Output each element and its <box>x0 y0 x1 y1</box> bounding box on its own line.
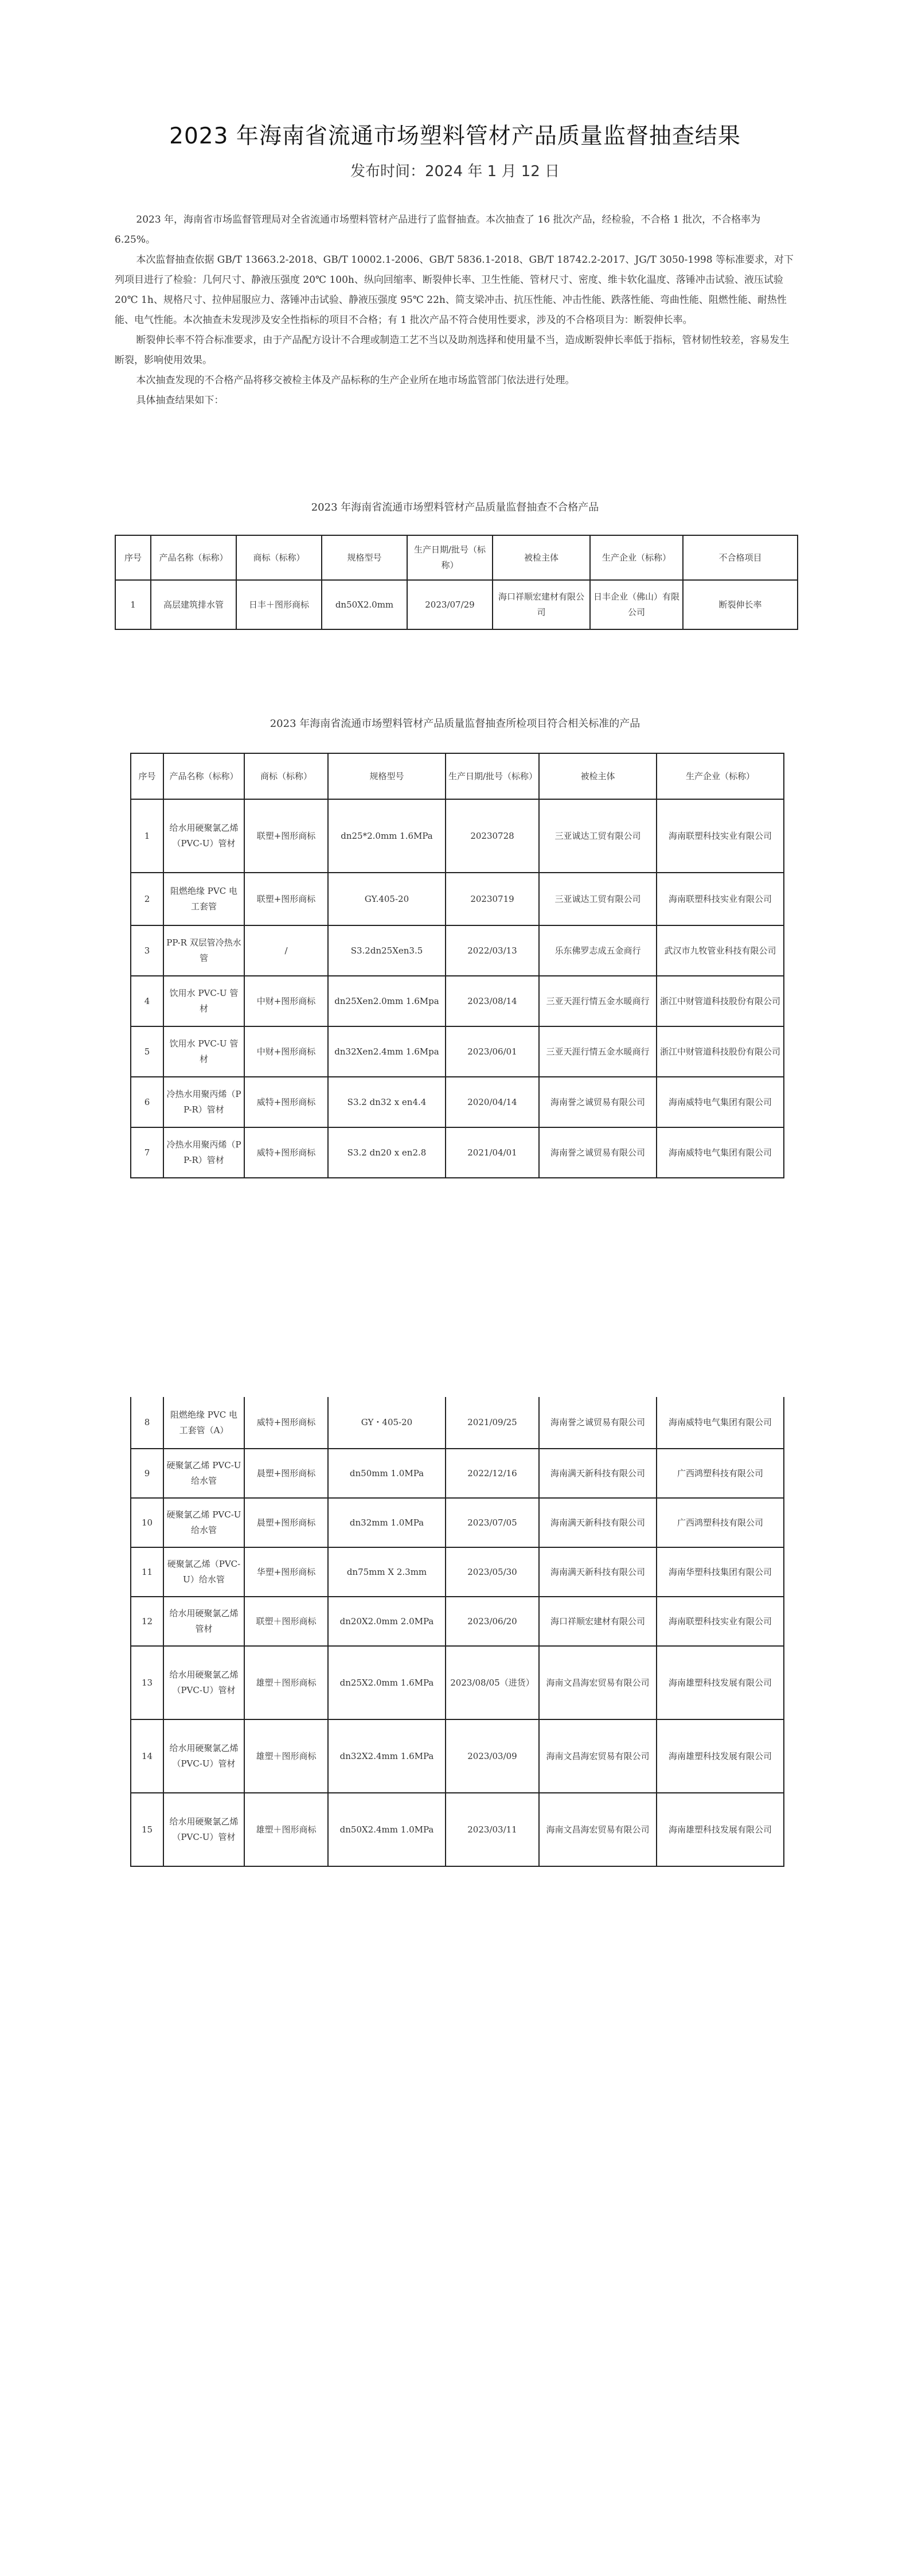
header-cell: 生产日期/批号（标称） <box>407 535 493 580</box>
table-cell: 广西鸿塑科技有限公司 <box>657 1449 784 1498</box>
table-cell: 2023/05/30 <box>446 1547 539 1597</box>
table-cell: 冷热水用聚丙烯（PP-R）管材 <box>163 1127 244 1178</box>
header-cell: 被检主体 <box>493 535 590 580</box>
table-cell: dn25Xen2.0mm 1.6Mpa <box>328 976 446 1026</box>
paragraph-3: 断裂伸长率不符合标准要求，由于产品配方设计不合理或制造工艺不当以及助剂选择和使用量不当，造成断裂伸长率低于指标，管材韧性较差，容易发生断裂，影响使用效果。 <box>115 334 790 366</box>
table-cell: 给水用硬聚氯乙烯（PVC-U）管材 <box>163 1793 244 1866</box>
table-cell: 浙江中财管道科技股份有限公司 <box>657 1026 784 1077</box>
paragraph-4: 本次抽查发现的不合格产品将移交被检主体及产品标称的生产企业所在地市场监管部门依法进行处理。 <box>136 375 575 386</box>
table-row <box>131 1449 784 1498</box>
table-cell: 2 <box>131 873 163 925</box>
table-row <box>131 1498 784 1547</box>
table-cell: 海南威特电气集团有限公司 <box>657 1077 784 1127</box>
table-row <box>131 1127 784 1178</box>
table-cell: 2023/06/01 <box>446 1026 539 1077</box>
table-cell: 阻燃绝缘 PVC 电工套管 <box>163 873 244 925</box>
table-cell: 晨塑+图形商标 <box>244 1498 328 1547</box>
table-cell: 12 <box>131 1597 163 1646</box>
table-cell: 海南雄塑科技发展有限公司 <box>657 1793 784 1866</box>
table-cell: 9 <box>131 1449 163 1498</box>
table-cell: 饮用水 PVC-U 管材 <box>163 1026 244 1077</box>
table-cell: 阻燃绝缘 PVC 电工套管（A） <box>163 1397 244 1449</box>
table-cell: 海南满天新科技有限公司 <box>539 1449 657 1498</box>
header-cell: 序号 <box>115 535 151 580</box>
table-cell: 中财+图形商标 <box>244 976 328 1026</box>
table-cell: 2021/04/01 <box>446 1127 539 1178</box>
table-cell: 1 <box>131 799 163 873</box>
table-row <box>131 976 784 1026</box>
table-cell: S3.2 dn20 x en2.8 <box>328 1127 446 1178</box>
table-cell: 给水用硬聚氯乙烯（PVC-U）管材 <box>163 1719 244 1793</box>
table-cell: dn20X2.0mm 2.0MPa <box>328 1597 446 1646</box>
table-row <box>131 1026 784 1077</box>
table-row <box>131 1547 784 1597</box>
table-cell: GY.405-20 <box>328 873 446 925</box>
table-cell: 三亚诚达工贸有限公司 <box>539 799 657 873</box>
table-cell: 海口祥顺宏建材有限公司 <box>493 580 590 629</box>
header-cell: 规格型号 <box>322 535 407 580</box>
table-cell: dn32X2.4mm 1.6MPa <box>328 1719 446 1793</box>
header-cell: 规格型号 <box>328 753 446 799</box>
table-row <box>131 799 784 873</box>
table-cell: 10 <box>131 1498 163 1547</box>
header-cell: 商标（标称） <box>236 535 322 580</box>
table-cell: 4 <box>131 976 163 1026</box>
table-row <box>131 925 784 976</box>
table-cell: 威特+图形商标 <box>244 1077 328 1127</box>
table-cell: 海南誉之诚贸易有限公司 <box>539 1397 657 1449</box>
table2-caption: 2023 年海南省流通市场塑料管材产品质量监督抽查所检项目符合相关标准的产品 <box>270 718 640 730</box>
table-cell: 联塑+图形商标 <box>244 873 328 925</box>
table-cell: 海南威特电气集团有限公司 <box>657 1127 784 1178</box>
table-cell: 海南联塑科技实业有限公司 <box>657 799 784 873</box>
table-cell: 海南满天新科技有限公司 <box>539 1547 657 1597</box>
table-cell: dn32Xen2.4mm 1.6Mpa <box>328 1026 446 1077</box>
paragraph-2: 本次监督抽查依据 GB/T 13663.2-2018、GB/T 10002.1-2006、GB/T 5836.1-2018、GB/T 18742.2-2017、JG/T 3050-1998 等标准要求，对下列项目进行了检验：几何尺寸、静液压强度 20℃ 100h、纵向回缩率、断裂伸长率、卫生性能、管材尺寸、密度、维卡软化温度、落锤冲击试验、液压试验 20℃ 1h、规格尺寸、拉伸屈服应力、落锤冲击试验、静液压强度 95℃ 22h、简支梁冲击、抗压性能、冲击性能、跌落性能、弯曲性能、阻燃性能、耐热性能、电气性能。本次抽查未发现涉及安全性指标的项目不合格；有 1 批次产品不符合使用性要求，涉及的不合格项目为：断裂伸长率。 <box>115 254 794 326</box>
table-cell: 5 <box>131 1026 163 1077</box>
table-cell: 14 <box>131 1719 163 1793</box>
table-cell: S3.2 dn32 x en4.4 <box>328 1077 446 1127</box>
header-cell: 序号 <box>131 753 163 799</box>
table-cell: 雄塑＋图形商标 <box>244 1719 328 1793</box>
table-cell: 断裂伸长率 <box>683 580 798 629</box>
table-cell: 给水用硬聚氯乙烯（PVC-U）管材 <box>163 1646 244 1719</box>
header-cell: 生产企业（标称） <box>657 753 784 799</box>
table-cell: dn25X2.0mm 1.6MPa <box>328 1646 446 1719</box>
table-cell: 威特+图形商标 <box>244 1127 328 1178</box>
table-row <box>131 1719 784 1793</box>
table-cell: 1 <box>115 580 151 629</box>
header-cell: 生产企业（标称） <box>590 535 683 580</box>
table-cell: GY・405-20 <box>328 1397 446 1449</box>
publish-date: 发布时间：2024 年 1 月 12 日 <box>350 163 560 180</box>
table-cell: 冷热水用聚丙烯（PP-R）管材 <box>163 1077 244 1127</box>
header-cell: 产品名称（标称） <box>163 753 244 799</box>
table-header-row <box>115 535 798 580</box>
table-cell: 三亚天涯行情五金水暖商行 <box>539 976 657 1026</box>
table-cell: 2023/03/11 <box>446 1793 539 1866</box>
table-cell: 联塑+图形商标 <box>244 799 328 873</box>
table-cell: PP-R 双层管冷热水管 <box>163 925 244 976</box>
table-cell: 海南华塑科技集团有限公司 <box>657 1547 784 1597</box>
table-cell: 海南雄塑科技发展有限公司 <box>657 1646 784 1719</box>
table-cell: 给水用硬聚氯乙烯（PVC-U）管材 <box>163 799 244 873</box>
table-cell: 海南文昌海宏贸易有限公司 <box>539 1719 657 1793</box>
table-cell: 2023/06/20 <box>446 1597 539 1646</box>
header-cell: 生产日期/批号（标称） <box>446 753 539 799</box>
table-cell: 武汉市九牧管业科技有限公司 <box>657 925 784 976</box>
table-cell: / <box>244 925 328 976</box>
table-row <box>131 1646 784 1719</box>
table-cell: 2021/09/25 <box>446 1397 539 1449</box>
table-cell: 海南文昌海宏贸易有限公司 <box>539 1646 657 1719</box>
table-cell: 乐东佛罗志成五金商行 <box>539 925 657 976</box>
header-cell: 不合格项目 <box>683 535 798 580</box>
table-cell: 海南誉之诚贸易有限公司 <box>539 1077 657 1127</box>
table-cell: 硬聚氯乙烯（PVC-U）给水管 <box>163 1547 244 1597</box>
table-cell: 海南誉之诚贸易有限公司 <box>539 1127 657 1178</box>
table-cell: 日丰＋图形商标 <box>236 580 322 629</box>
table-row <box>131 1793 784 1866</box>
table-cell: 硬聚氯乙烯 PVC-U 给水管 <box>163 1449 244 1498</box>
table-cell: 7 <box>131 1127 163 1178</box>
table-cell: 三亚天涯行情五金水暖商行 <box>539 1026 657 1077</box>
table-cell: dn32mm 1.0MPa <box>328 1498 446 1547</box>
table-cell: 20230719 <box>446 873 539 925</box>
table-cell: 中财+图形商标 <box>244 1026 328 1077</box>
table-cell: 晨塑+图形商标 <box>244 1449 328 1498</box>
table-cell: 6 <box>131 1077 163 1127</box>
table-cell: 8 <box>131 1397 163 1449</box>
table-cell: 2022/03/13 <box>446 925 539 976</box>
table-cell: 2023/07/05 <box>446 1498 539 1547</box>
table-cell: dn25*2.0mm 1.6MPa <box>328 799 446 873</box>
table-cell: dn75mm X 2.3mm <box>328 1547 446 1597</box>
table-cell: 2020/04/14 <box>446 1077 539 1127</box>
table-cell: 2023/08/05（进货） <box>446 1646 539 1719</box>
table-cell: 浙江中财管道科技股份有限公司 <box>657 976 784 1026</box>
paragraph-5: 具体抽查结果如下： <box>136 395 224 406</box>
table-cell: 海南联塑科技实业有限公司 <box>657 873 784 925</box>
paragraph-1: 2023 年，海南省市场监督管理局对全省流通市场塑料管材产品进行了监督抽查。本次抽查了 16 批次产品，经检验，不合格 1 批次，不合格率为 6.25%。 <box>115 214 761 246</box>
table-cell: dn50X2.4mm 1.0MPa <box>328 1793 446 1866</box>
table-cell: 2022/12/16 <box>446 1449 539 1498</box>
table-row <box>131 1597 784 1646</box>
table-cell: 海南雄塑科技发展有限公司 <box>657 1719 784 1793</box>
header-cell: 商标（标称） <box>244 753 328 799</box>
header-cell: 产品名称（标称） <box>151 535 236 580</box>
table-header-row <box>131 753 784 799</box>
table-cell: 15 <box>131 1793 163 1866</box>
table-cell: 2023/07/29 <box>407 580 493 629</box>
table-cell: 13 <box>131 1646 163 1719</box>
table-cell: 海南满天新科技有限公司 <box>539 1498 657 1547</box>
table-cell: 3 <box>131 925 163 976</box>
table-cell: 给水用硬聚氯乙烯管材 <box>163 1597 244 1646</box>
table-cell: 海南文昌海宏贸易有限公司 <box>539 1793 657 1866</box>
qualified-products-table <box>130 753 784 1178</box>
table-cell: 海口祥顺宏建材有限公司 <box>539 1597 657 1646</box>
table-cell: dn50mm 1.0MPa <box>328 1449 446 1498</box>
table-cell: 广西鸿塑科技有限公司 <box>657 1498 784 1547</box>
table-row <box>131 873 784 925</box>
table-cell: 联塑＋图形商标 <box>244 1597 328 1646</box>
table1-caption: 2023 年海南省流通市场塑料管材产品质量监督抽查不合格产品 <box>311 501 599 513</box>
table-cell: 海南联塑科技实业有限公司 <box>657 1597 784 1646</box>
table-row <box>115 580 798 629</box>
body-text <box>115 210 794 411</box>
table-cell: 2023/08/14 <box>446 976 539 1026</box>
page-title: 2023 年海南省流通市场塑料管材产品质量监督抽查结果 <box>169 123 741 149</box>
table-row <box>131 1397 784 1449</box>
table-cell: 雄塑＋图形商标 <box>244 1646 328 1719</box>
table-cell: 11 <box>131 1547 163 1597</box>
table-cell: 威特+图形商标 <box>244 1397 328 1449</box>
table-cell: 日丰企业（佛山）有限公司 <box>590 580 683 629</box>
header-cell: 被检主体 <box>539 753 657 799</box>
table-cell: 2023/03/09 <box>446 1719 539 1793</box>
table-cell: 海南威特电气集团有限公司 <box>657 1397 784 1449</box>
qualified-products-table-continued <box>130 1397 784 1867</box>
table-row <box>131 1077 784 1127</box>
table-cell: dn50X2.0mm <box>322 580 407 629</box>
table-cell: 20230728 <box>446 799 539 873</box>
table-cell: 三亚诚达工贸有限公司 <box>539 873 657 925</box>
table-cell: 高层建筑排水管 <box>151 580 236 629</box>
unqualified-products-table <box>115 535 798 630</box>
table-cell: 雄塑＋图形商标 <box>244 1793 328 1866</box>
table-cell: 华塑+图形商标 <box>244 1547 328 1597</box>
table-cell: 饮用水 PVC-U 管材 <box>163 976 244 1026</box>
table-cell: S3.2dn25Xen3.5 <box>328 925 446 976</box>
table-cell: 硬聚氯乙烯 PVC-U 给水管 <box>163 1498 244 1547</box>
